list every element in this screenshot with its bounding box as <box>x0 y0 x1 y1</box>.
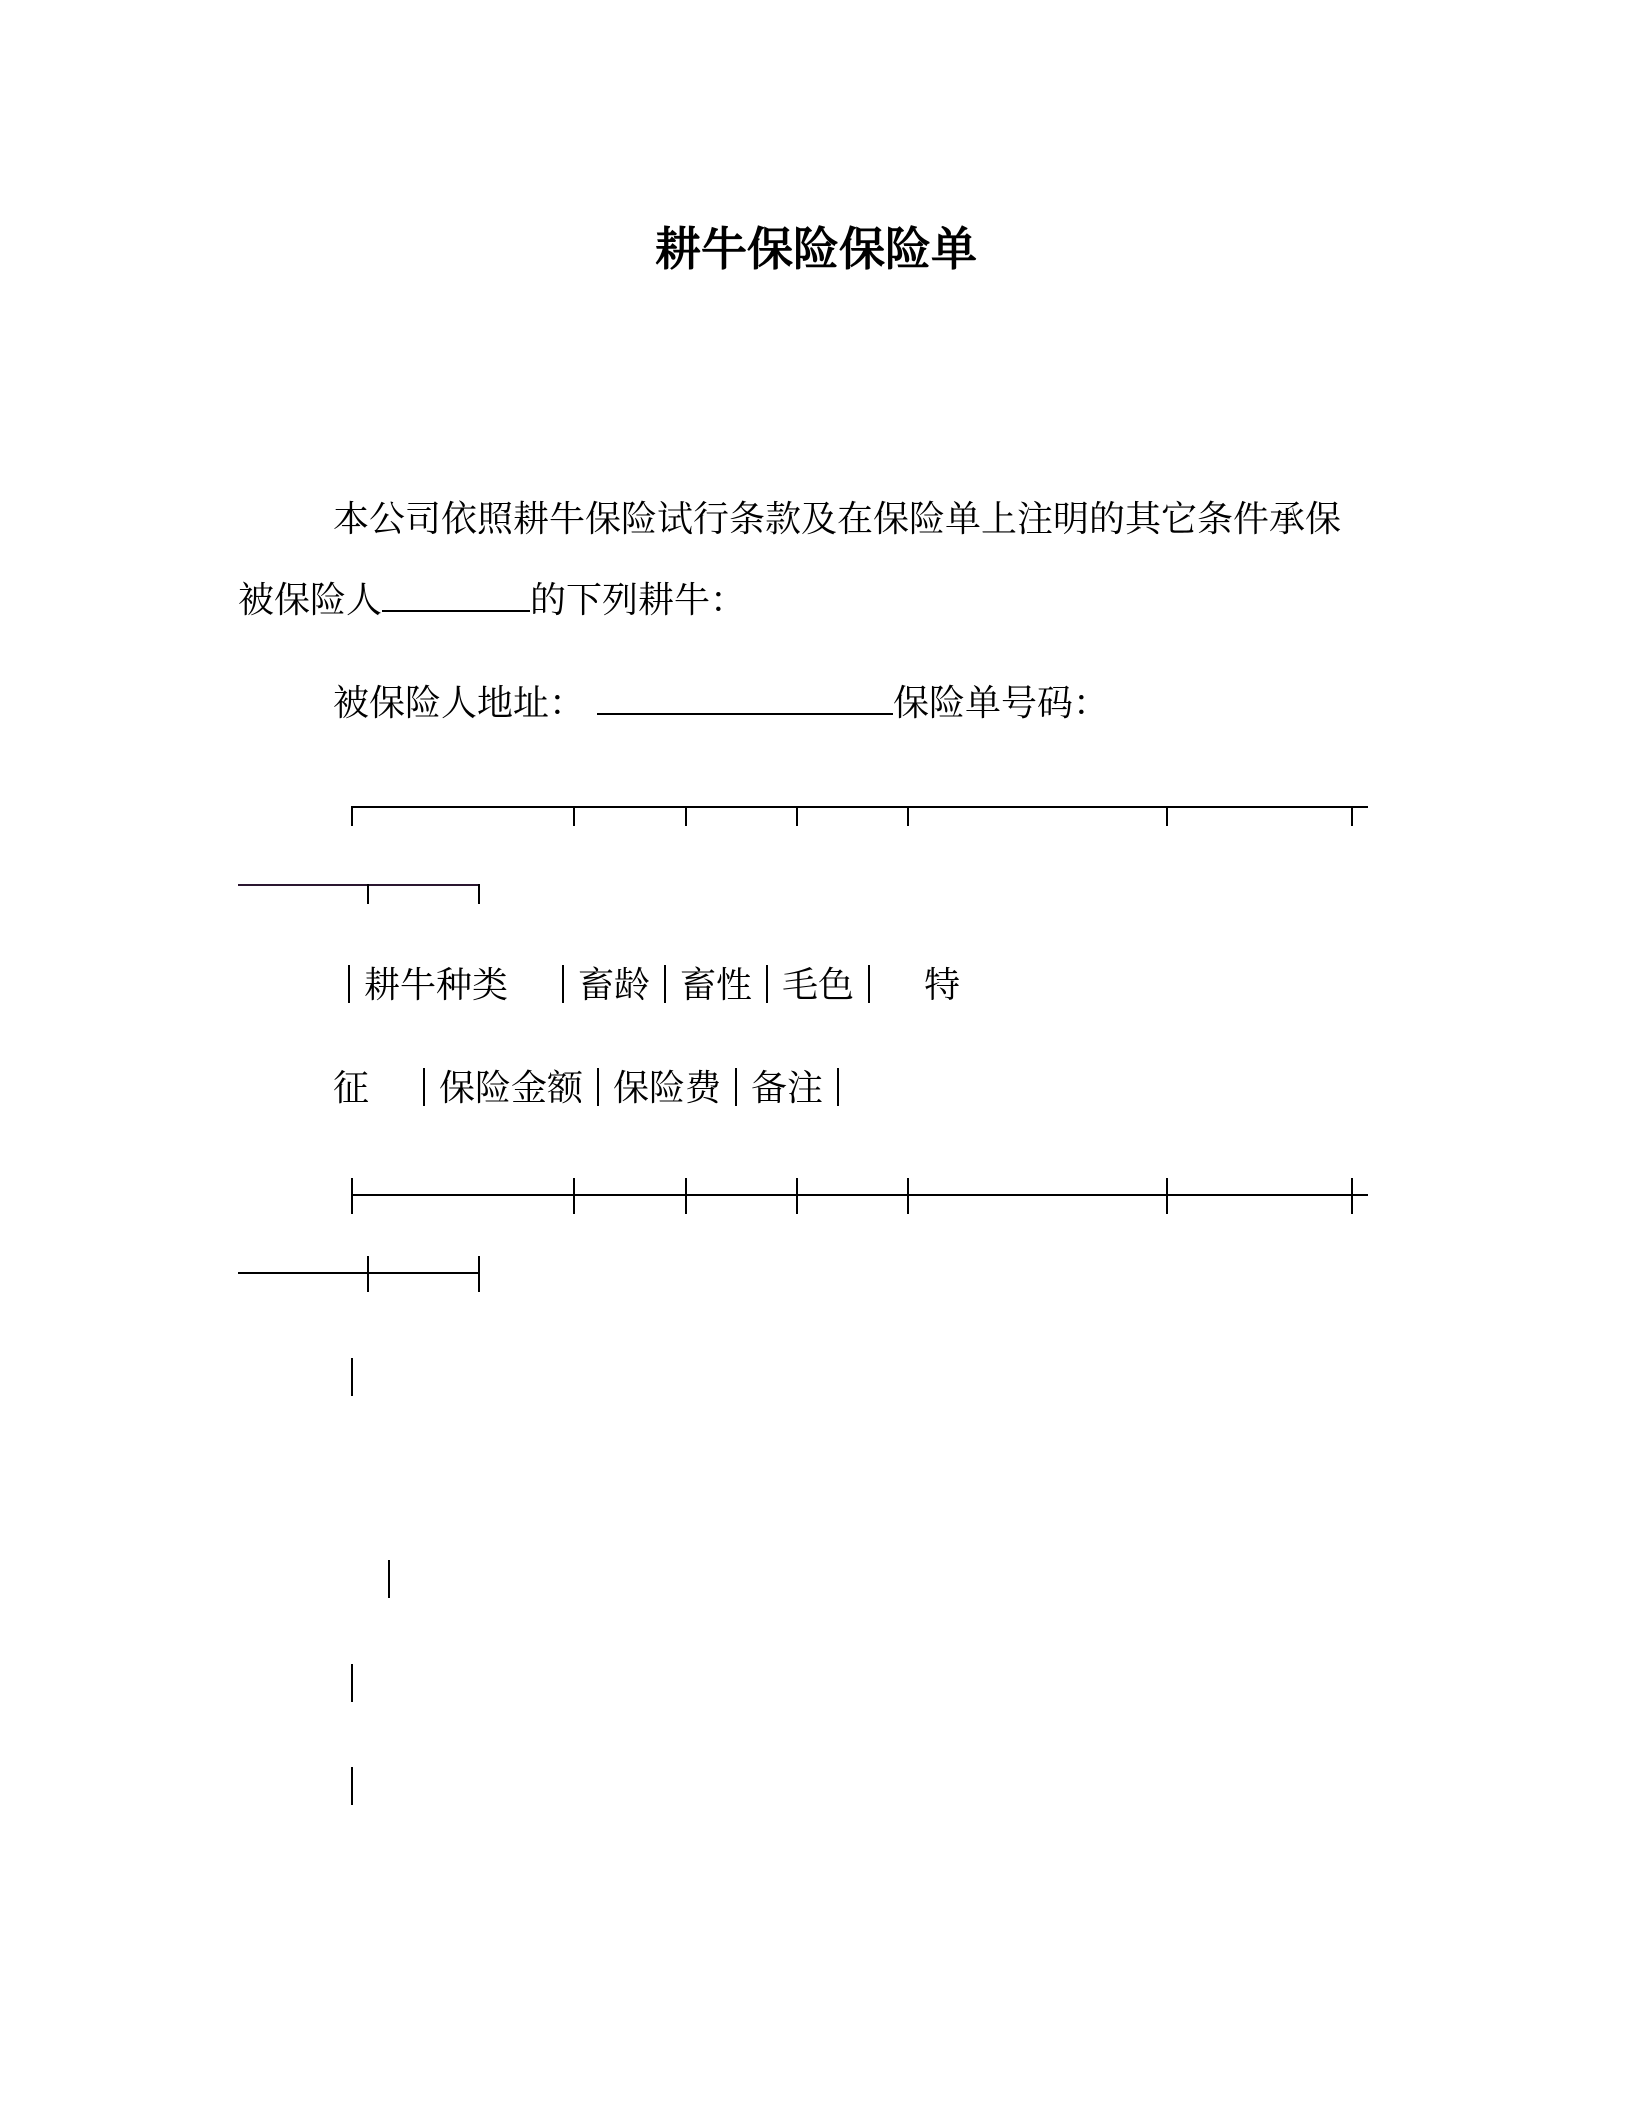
intro-line-1: 本公司依照耕牛保险试行条款及在保险单上注明的其它条件承保 <box>333 499 1342 540</box>
col-header-remark: 备注 <box>751 1068 824 1109</box>
table-body-separator <box>351 1664 353 1702</box>
address-blank[interactable] <box>597 683 893 715</box>
table-header-row-1 <box>348 965 960 1004</box>
table-header-row-2 <box>333 1068 853 1107</box>
col-header-premium: 保险费 <box>613 1068 722 1109</box>
document-title: 耕牛保险保险单 <box>655 222 977 276</box>
insured-name-blank[interactable] <box>382 580 530 612</box>
table-body-separator <box>351 1358 353 1396</box>
col-header-type: 耕牛种类 <box>364 965 509 1006</box>
insured-suffix: 的下列耕牛： <box>530 580 747 621</box>
address-label: 被保险人地址： <box>333 683 586 724</box>
insured-label: 被保险人 <box>238 580 383 621</box>
table-body-separator <box>388 1560 390 1598</box>
address-line <box>333 683 1109 722</box>
col-header-feature-2: 征 <box>333 1068 370 1109</box>
col-header-color: 毛色 <box>782 965 855 1006</box>
col-header-sex: 畜性 <box>680 965 753 1006</box>
col-header-feature-1: 特 <box>924 965 961 1006</box>
col-header-amount: 保险金额 <box>439 1068 584 1109</box>
policy-number-label: 保险单号码： <box>893 683 1110 724</box>
col-header-age: 畜龄 <box>578 965 651 1006</box>
table-body-separator <box>351 1767 353 1805</box>
intro-line-2 <box>238 580 746 619</box>
